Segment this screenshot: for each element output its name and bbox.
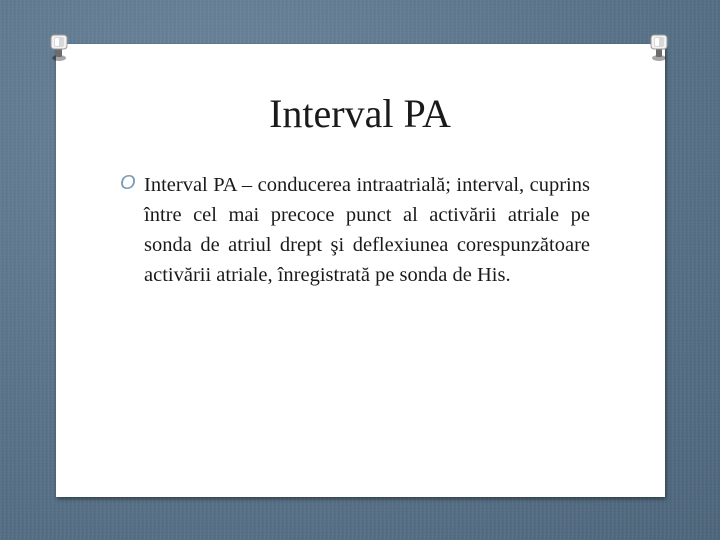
bullet-marker-icon: O [120,172,136,194]
bullet-item [120,170,590,290]
thumbtack-icon [48,32,70,62]
slide-title: Interval PA [269,91,451,136]
thumbtack-icon [648,32,670,62]
bullet-text: Interval PA – conducerea intraatrială; interval, cuprins între cel mai precoce punct al activării atriale pe sonda de atriul drept şi deflexiunea corespunzătoare activării atriale, înregistrată pe sonda de His. [144,174,590,286]
